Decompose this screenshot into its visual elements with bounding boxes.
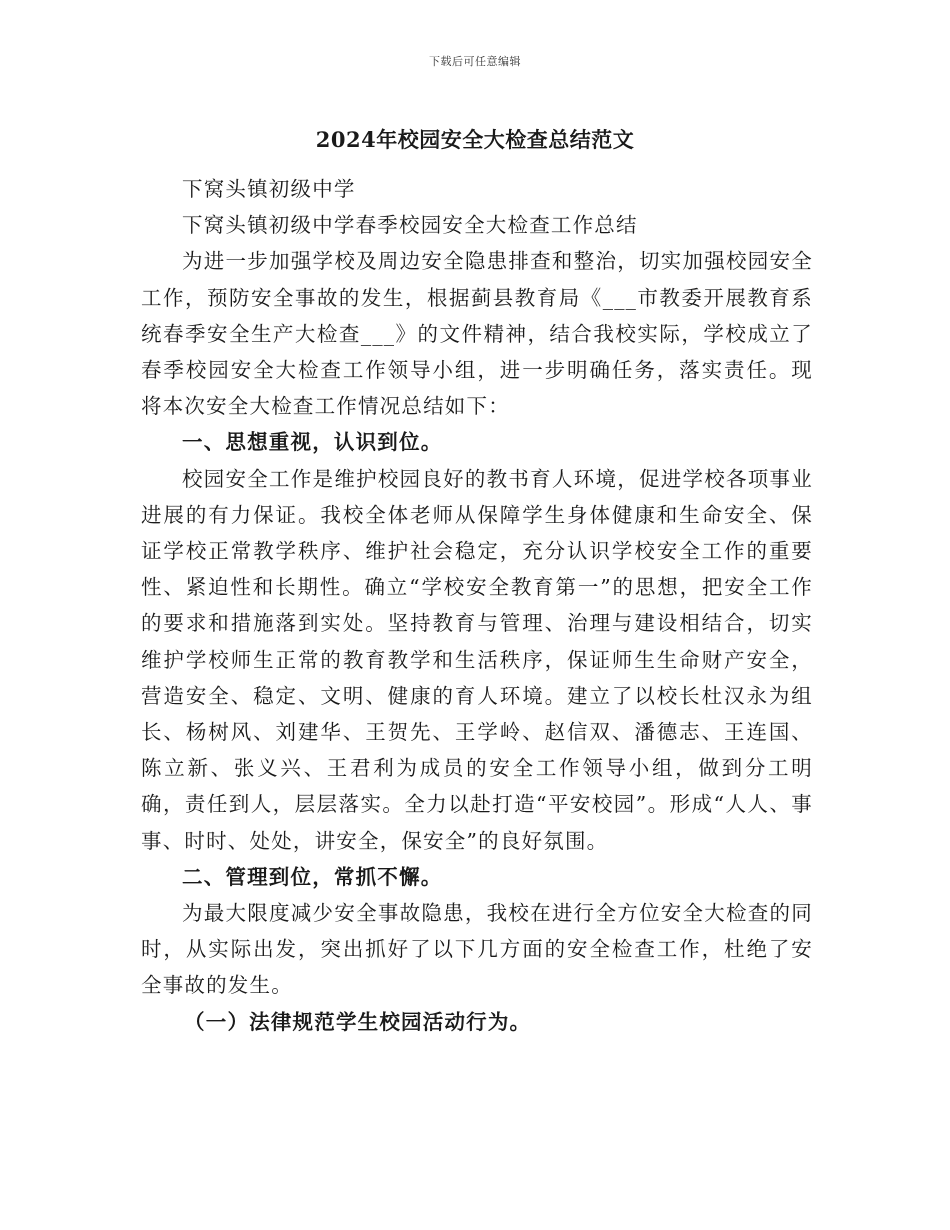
document-title: 2024年校园安全大检查总结范文 [315, 127, 635, 152]
document-body [141, 171, 813, 1040]
summary-subtitle-line: 下窝头镇初级中学春季校园安全大检查工作总结 [182, 213, 638, 238]
subsection-heading-1: （一）法律规范学生校园活动行为。 [184, 1009, 532, 1034]
section-heading-2: 二、管理到位，常抓不懈。 [182, 864, 443, 889]
section-2-paragraph: 为最大限度减少安全事故隐患，我校在进行全方位安全大检查的同时，从实际出发，突出抓好了以下几方面的安全检查工作，杜绝了安全事故的发生。 [141, 901, 813, 998]
section-heading-1: 一、思想重视，认识到位。 [182, 430, 443, 455]
intro-paragraph: 为进一步加强学校及周边安全隐患排查和整治，切实加强校园安全工作，预防安全事故的发生，根据蓟县教育局《___市教委开展教育系统春季安全生产大检查___》的文件精神，结合我校实际，学校成立了春季校园安全大检查工作领导小组，进一步明确任务，落实责任。现将本次安全大检查工作情况总结如下： [141, 249, 813, 419]
header-note: 下载后可任意编辑 [429, 55, 521, 68]
school-name-line: 下窝头镇初级中学 [182, 177, 356, 201]
section-1-paragraph: 校园安全工作是维护校园良好的教书育人环境，促进学校各项事业进展的有力保证。我校全体老师从保障学生身体健康和生命安全、保证学校正常教学秩序、维护社会稳定，充分认识学校安全工作的重要性、紧迫性和长期性。确立“学校安全教育第一”的思想，把安全工作的要求和措施落到实处。坚持教育与管理、治理与建设相结合，切实维护学校师生正常的教育教学和生活秩序，保证师生生命财产安全，营造安全、稳定、文明、健康的育人环境。建立了以校长杜汉永为组长、杨树风、刘建华、王贺先、王学岭、赵信双、潘德志、王连国、陈立新、张义兴、王君利为成员的安全工作领导小组，做到分工明确，责任到人，层层落实。全力以赴打造“平安校园”。形成“人人、事事、时时、处处，讲安全，保安全”的良好氛围。 [141, 466, 813, 853]
